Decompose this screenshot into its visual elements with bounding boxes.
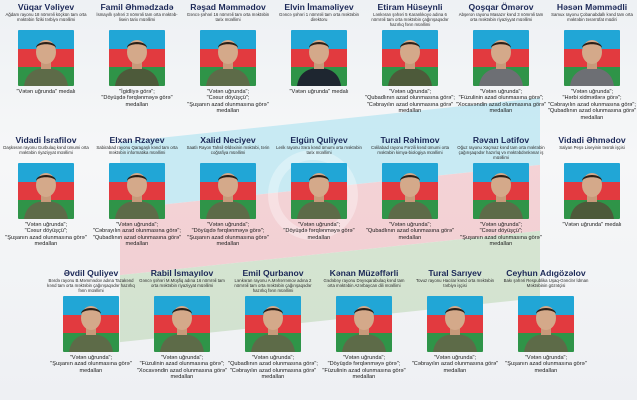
teacher-description: İsmayıllı şəhəri 3 nömrəli tam orta məktəb-lisein tarix müəllimi (96, 12, 178, 22)
award-item: "Vətən uğrunda"; (206, 222, 250, 228)
teacher-card (273, 2, 365, 132)
teacher-card (45, 268, 137, 398)
award-item: "Qubadlının azad olunmasına görə"; (228, 361, 318, 368)
awards-list (91, 222, 183, 248)
awards-list (0, 222, 92, 248)
teacher-name: Rabil İsmayılov (150, 268, 214, 278)
award-item: "Şuşanın azad olunmasına görə" medalları (5, 234, 87, 248)
teacher-name: Ceyhun Adıgözəlov (506, 268, 586, 278)
teacher-name: Famil Əhmədzadə (100, 2, 174, 12)
award-item: "Vətən uğrunda"; (570, 89, 614, 95)
teacher-description: Lənkəran rayonu A.Məhərrəmov adına 2 nömrəli tam orta məktəbin çağırışaqədər hazırlıq fənn müəllimi (234, 278, 312, 293)
teacher-description: Sabirabad rayonu Qaragaşlı kənd tam orta məktəbin informatika müəllimi (96, 145, 178, 155)
teacher-photo (200, 163, 256, 219)
award-item: "Vətən uğrunda" medalı (289, 89, 349, 95)
award-item: "Vətən uğrunda"; (388, 89, 432, 95)
person-silhouette-icon (473, 30, 529, 86)
teacher-photo (518, 296, 574, 352)
person-silhouette-icon (518, 296, 574, 352)
award-item: "Xocavəndin azad olunmasına görə" medalları (136, 367, 228, 381)
award-item: "Qubadlının azad olunmasına görə" medalları (547, 108, 637, 121)
teacher-name: Tural Rəhimov (380, 135, 440, 145)
award-item: "Vətən uğrunda"; (479, 222, 523, 228)
teacher-card (91, 2, 183, 132)
award-item: "Cəsur döyüşçü"; (479, 228, 523, 235)
teacher-photo (473, 163, 529, 219)
award-item: "Cəsur döyüşçü"; (206, 95, 250, 102)
teacher-name: Xalid Neciyev (200, 135, 256, 145)
teacher-card (364, 135, 456, 265)
person-silhouette-icon (427, 296, 483, 352)
award-item: "Döyüşdə fərqlənməyə görə"; (191, 228, 265, 235)
teacher-card (273, 135, 365, 265)
award-item: "Döyüşdə fərqlənməyə görə"; (327, 361, 401, 368)
award-item: "Şuşanın azad olunmasına görə" medalları (187, 234, 269, 248)
teacher-name: Vüqar Vəliyev (17, 2, 75, 12)
teacher-description: Cəlilabad rayonu Fərzili kənd ümumi orta məktəbin kimya-biologiya müəllimi (370, 145, 450, 155)
award-item: "Vətən uğrunda"; (115, 222, 159, 228)
teacher-description: Gəncə şəhəri 16 nömrəli tam orta məktəbin tarix müəllimi (186, 12, 270, 22)
teacher-description: Salyan Peşə Liseyinin təsrük işçisi (559, 145, 625, 150)
person-silhouette-icon (473, 163, 529, 219)
teacher-name: Kənan Müzəffərli (329, 268, 399, 278)
teacher-name: Elgün Quliyev (290, 135, 348, 145)
award-item: "Qubadlının azad olunmasına görə"; (365, 95, 455, 102)
award-item: "Şuşanın azad olunmasına görə" medalları (187, 101, 269, 115)
person-silhouette-icon (154, 296, 210, 352)
person-silhouette-icon (564, 30, 620, 86)
teacher-description: Bərdə rayonu B.Məmmədov adına Tazakənd kənd tam orta məktəbin çağırışaqədər hazırlıq fənn müəllimi (47, 278, 135, 293)
awards-list (318, 355, 410, 381)
award-item: "Şuşanın azad olunmasına görə" medalları (505, 361, 587, 374)
award-item: "Vətən uğrunda"; (433, 355, 477, 361)
teacher-photo (427, 296, 483, 352)
award-item: "Cəsur döyüşçü"; (24, 228, 68, 235)
awards-list (364, 89, 456, 115)
person-silhouette-icon (200, 30, 256, 86)
teacher-photo (336, 296, 392, 352)
teacher-card (409, 268, 501, 398)
award-item: "Vətən uğrunda" medalı (562, 222, 622, 228)
awards-list (455, 222, 547, 248)
teacher-card (227, 268, 319, 398)
teacher-card (91, 135, 183, 265)
awards-list (500, 355, 592, 374)
teacher-description: Gəncə şəhəri 1 nömrəli tam orta məktəbin direktoru (278, 12, 359, 22)
teacher-photo (63, 296, 119, 352)
teacher-card (136, 268, 228, 398)
teacher-card (182, 135, 274, 265)
teacher-description: Bakı şəhəri Respublika Uşaq-Gənclər İdman Məktəbinin gözətçisi (503, 278, 589, 288)
teacher-card (500, 268, 592, 398)
awards-list (227, 355, 319, 381)
person-silhouette-icon (336, 296, 392, 352)
person-silhouette-icon (245, 296, 301, 352)
person-silhouette-icon (18, 163, 74, 219)
award-item: "Vətən uğrunda"; (388, 222, 432, 228)
award-item: "Füzulinin azad olunmasına görə"; (139, 361, 225, 368)
teacher-name: Həsən Məmmədli (556, 2, 628, 12)
teacher-name: Vidadi İsrafilov (15, 135, 77, 145)
teacher-row (0, 2, 637, 132)
person-silhouette-icon (18, 30, 74, 86)
awards-list (182, 222, 274, 248)
teacher-name: Rəşad Məmmədov (190, 2, 266, 12)
award-item: "İgidliyə görə"; (119, 89, 155, 95)
teacher-card (318, 268, 410, 398)
teacher-name: Elxan Rzayev (109, 135, 165, 145)
person-silhouette-icon (200, 163, 256, 219)
teacher-photo (291, 30, 347, 86)
teacher-photo (382, 30, 438, 86)
teacher-description: Ağdam rayonu 18 nömrəli köçkün tam orta məktəbin fiziki tərbiyə müəllimi (5, 12, 87, 22)
teacher-photo (564, 163, 620, 219)
teacher-description: Abşeron rayonu Masazır kənd 3 nömrəli tam orta məktəbin riyaziyyat müəllimi (458, 12, 544, 22)
awards-list (273, 89, 365, 95)
award-item: "Füzulinin azad olunmasına görə" medalları (322, 367, 406, 381)
award-item: "Qubadlının azad olunmasına görə" medalları (92, 234, 182, 248)
award-item: "Vətən uğrunda"; (251, 355, 295, 361)
teacher-card (182, 2, 274, 132)
awards-list (45, 355, 137, 374)
teacher-description: Samux rayonu Çobanabdallı kənd tam orta məktəbin təsərrüfat müdiri (551, 12, 633, 22)
award-item: "Cəbrayılın azad olunmasına görə" medalları (229, 367, 317, 381)
teacher-name: Qoşqar Ömərov (468, 2, 534, 12)
teacher-photo (18, 30, 74, 86)
teacher-card (0, 2, 92, 132)
teacher-photo (382, 163, 438, 219)
teacher-photo (245, 296, 301, 352)
award-item: "Vətən uğrunda"; (479, 89, 523, 95)
awards-list (546, 89, 637, 121)
teacher-name: Emil Qurbanov (242, 268, 304, 278)
award-item: "Füzulinin azad olunmasına görə"; (458, 95, 544, 102)
teacher-name: Vidadi Əhmədov (558, 135, 626, 145)
award-item: "Qubadlının azad olunmasına görə" medalları (365, 228, 455, 241)
teacher-description: Tovuz rayonu Hacılar kənd orta məktəbin tərbiyə işçisi (415, 278, 495, 288)
teacher-photo (564, 30, 620, 86)
teacher-description: Lerik rayonu Səra kənd ümumi orta məktəbin tarix müəllimi (276, 145, 362, 155)
person-silhouette-icon (109, 30, 165, 86)
awards-list (273, 222, 365, 241)
teacher-photo (200, 30, 256, 86)
awards-list (409, 355, 501, 374)
teacher-row (0, 268, 637, 398)
teacher-card (0, 135, 92, 265)
teacher-description: Lənkəran şəhəri 5 Karanlıkoyo adına 6 nömrəli tam orta məktəbin çağırışaqədər hazırlıq fənn müəllimi (371, 12, 449, 27)
awards-list (182, 89, 274, 115)
teacher-name: Rəvan Lətifov (472, 135, 530, 145)
awards-list (546, 222, 637, 228)
teacher-name: Tural Sarıyev (428, 268, 482, 278)
person-silhouette-icon (382, 163, 438, 219)
teacher-card (455, 135, 547, 265)
person-silhouette-icon (291, 163, 347, 219)
award-item: "Döyüşdə fərqlənməyə görə" medalları (101, 95, 173, 108)
awards-list (455, 89, 547, 115)
award-item: "Vətən uğrunda"; (206, 89, 250, 95)
teacher-card (546, 135, 637, 265)
teacher-card (364, 2, 456, 132)
teacher-photo (291, 163, 347, 219)
award-item: "Cəbrayılın azad olunmasına görə"; (93, 228, 181, 235)
award-item: "Hərbi xidmətlərə görə"; (562, 95, 622, 102)
awards-list (136, 355, 228, 381)
teacher-description: Gədəbəy rayonu Dəyəqarabulaq kənd tam orta məktəbin Azərbaycan dili müəllimi (323, 278, 405, 288)
teacher-card (546, 2, 637, 132)
award-item: "Vətən uğrunda"; (297, 222, 341, 228)
teacher-description: Daşkəsən rayonu Gurbulaq kənd ümumi orta məktəbin riyaziyyat müəllimi (3, 145, 89, 155)
person-silhouette-icon (109, 163, 165, 219)
award-item: "Vətən uğrunda"; (524, 355, 568, 361)
person-silhouette-icon (564, 163, 620, 219)
award-item: "Vətən uğrunda"; (24, 222, 68, 228)
award-item: "Vətən uğrunda" medalı (16, 89, 76, 95)
awards-list (364, 222, 456, 241)
award-item: "Cəbrayılın azad olunmasına görə" medalları (411, 361, 499, 374)
person-silhouette-icon (291, 30, 347, 86)
award-item: "Cəbrayılın azad olunmasına görə" medalları (366, 101, 454, 115)
award-item: "Döyüşdə fərqlənməyə görə" medalları (283, 228, 355, 241)
teacher-description: Oğuz rayonu Xaçmaz kənd tam orta məktəbin çağırışaqədər hazırlıq və məktəbdənkənar iş müəllimi (457, 145, 545, 160)
award-item: "Xocavəndin azad olunmasına görə" medalları (455, 101, 547, 115)
person-silhouette-icon (63, 296, 119, 352)
teacher-photo (109, 163, 165, 219)
teacher-card (455, 2, 547, 132)
teacher-name: Etiram Hüseynli (377, 2, 443, 12)
teacher-row (0, 135, 637, 265)
award-item: "Vətən uğrunda"; (160, 355, 204, 361)
awards-list (91, 89, 183, 108)
award-item: "Vətən uğrunda"; (342, 355, 386, 361)
teacher-photo (18, 163, 74, 219)
award-item: "Şuşanın azad olunmasına görə" medalları (50, 361, 132, 374)
award-item: "Şuşanın azad olunmasına görə" medalları (460, 234, 542, 248)
teacher-description: Saatlı Rayon Tahsil Əldəxinin məktəbi, tərin coğrafiya müəllimi (186, 145, 270, 155)
teacher-name: Elvin İmaməliyev (284, 2, 354, 12)
person-silhouette-icon (382, 30, 438, 86)
teacher-name: Əvdil Quliyev (63, 268, 119, 278)
award-item: "Vətən uğrunda"; (69, 355, 113, 361)
teacher-description: Gəncə şəhəri M.Müşfiq adına 16 nömrəli tam orta məktəbin riyaziyyat müəllimi (139, 278, 225, 288)
awards-list (0, 89, 92, 95)
award-item: "Cəbrayılın azad olunmasına görə"; (548, 101, 636, 108)
teacher-photo (473, 30, 529, 86)
teacher-photo (109, 30, 165, 86)
teacher-photo (154, 296, 210, 352)
